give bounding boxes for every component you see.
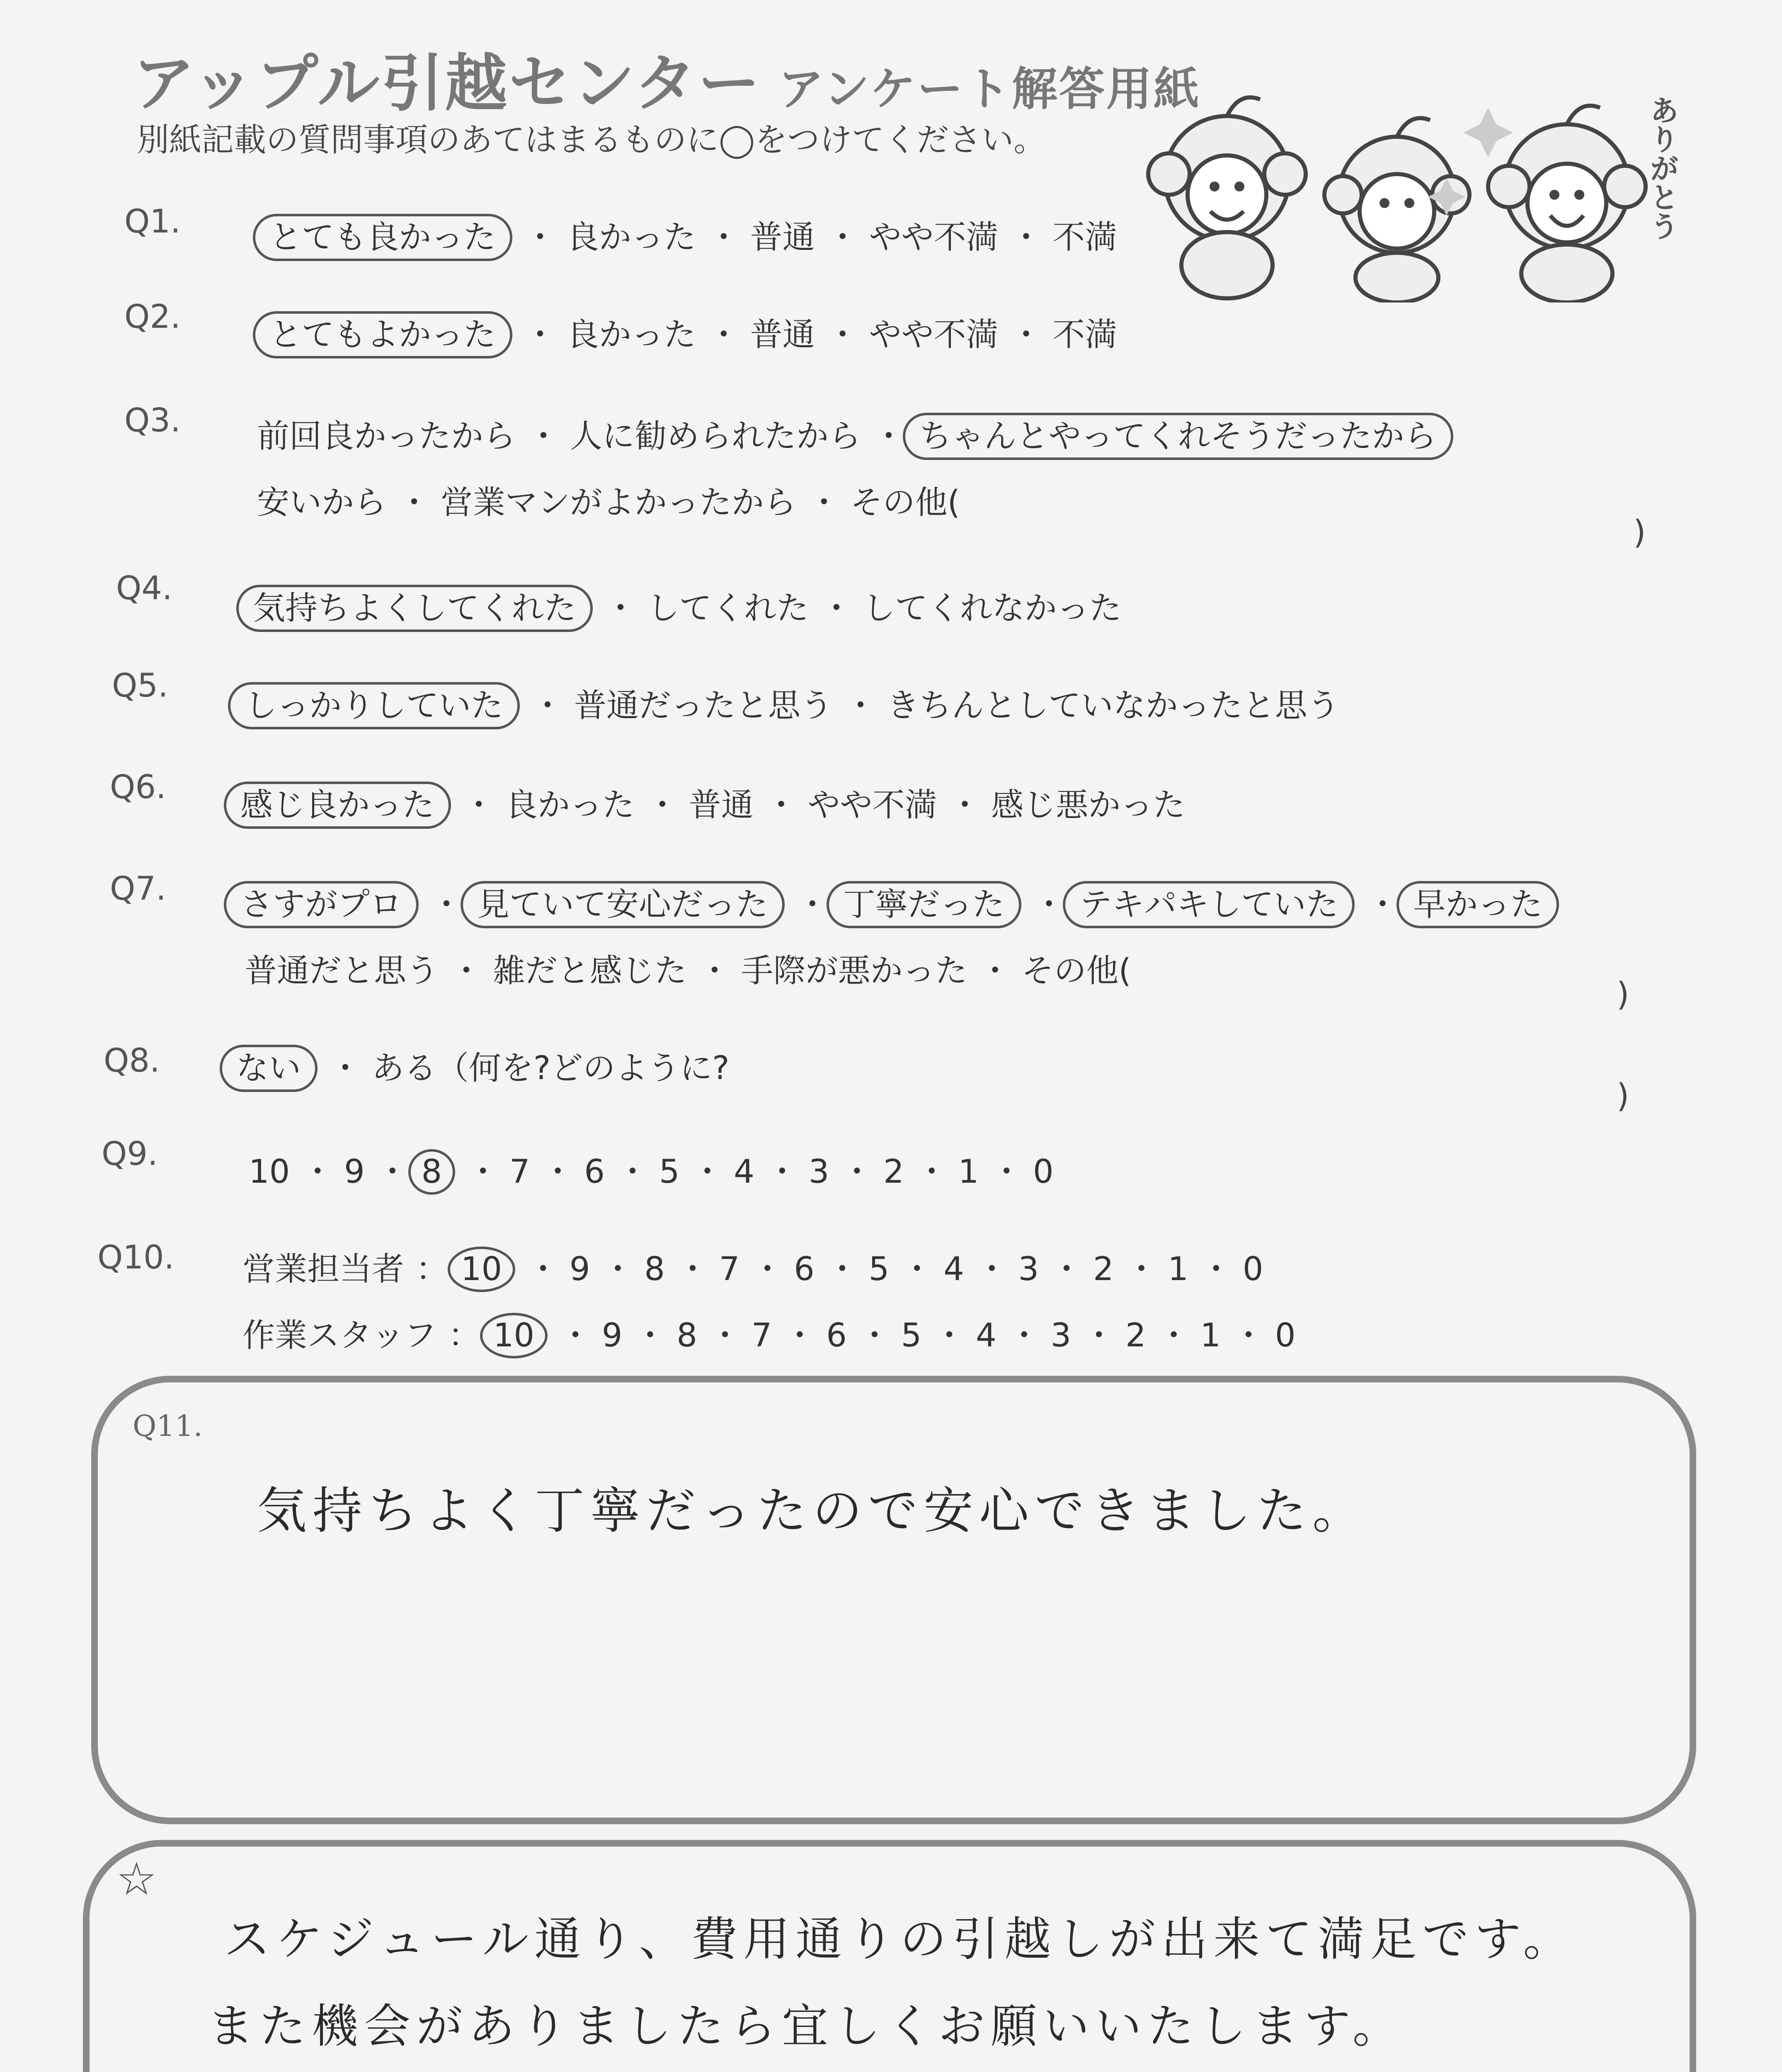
q3-other-close: ) [1633,514,1646,551]
q9-score-selected[interactable]: 8 [408,1149,456,1195]
q2-option[interactable]: やや不満 [869,316,999,353]
q10-sales-label: 営業担当者 [242,1251,405,1288]
q4-option[interactable]: してくれなかった [863,590,1122,627]
q3-option[interactable]: 前回良かったから [257,418,516,455]
q7-option-selected[interactable]: テキパキしていた [1063,881,1355,928]
q6-option[interactable]: 良かった [505,787,635,824]
q10-sales-score-selected[interactable]: 10 [448,1247,515,1292]
q1-label: Q1. [124,203,181,240]
q8-options: ない ・ ある（何を?どのように? [232,1042,741,1089]
q10-staff-score[interactable]: 3 [1050,1317,1072,1354]
q4-option[interactable]: してくれた [647,590,809,627]
q2-options: とてもよかった ・ 良かった ・ 普通 ・ やや不満 ・ 不満 [265,309,1129,355]
q6-option[interactable]: 感じ悪かった [991,787,1186,824]
q5-options: しっかりしていた ・ 普通だったと思う ・ きちんとしていなかったと思う [240,680,1351,726]
q4-label: Q4. [116,570,172,607]
q10-sales-score[interactable]: 4 [943,1251,964,1288]
q5-option[interactable]: きちんとしていなかったと思う [887,687,1340,724]
q10-staff-score[interactable]: 4 [976,1317,996,1354]
q1-option[interactable]: 普通 [750,219,815,256]
q7-label: Q7. [110,870,166,908]
q3-option-other[interactable]: その他( [850,484,960,521]
q6-label: Q6. [110,769,166,806]
q4-option-selected[interactable]: 気持ちよくしてくれた [236,585,593,632]
q10-staff-score[interactable]: 8 [676,1317,697,1354]
q8-option[interactable]: ある（何を?どのように? [371,1050,730,1087]
q3-label: Q3. [124,402,181,439]
q7-other-close: ) [1617,976,1629,1013]
q7-options-row2: 普通だと思う ・ 雑だと感じた ・ 手際が悪かった ・ その他( [245,952,1131,990]
q9-score[interactable]: 9 [344,1153,365,1191]
q3-options-row2: 安いから ・ 営業マンがよかったから ・ その他( [257,484,960,521]
q10-staff-score[interactable]: 5 [901,1317,922,1354]
monkey-mascots-illustration [1144,70,1700,303]
q7-option[interactable]: 普通だと思う [245,952,439,990]
q10-sales-score[interactable]: 5 [868,1251,890,1288]
q4-options: 気持ちよくしてくれた ・ してくれた ・ してくれなかった [249,582,1133,629]
q6-option[interactable]: やや不満 [807,787,937,824]
q3-options: 前回良かったから ・ 人に勧められたから ・ ちゃんとやってくれそうだったから [257,410,1465,457]
q3-option[interactable]: 人に勧められたから [570,418,861,455]
q9-score[interactable]: 0 [1033,1153,1054,1191]
mascot-caption: ありがとう [1645,95,1679,240]
q8-close: ) [1617,1077,1629,1115]
q5-option[interactable]: 普通だったと思う [574,687,833,724]
company-name: アップル引越センター [133,48,762,120]
q2-label: Q2. [124,298,181,336]
q2-option[interactable]: 良かった [566,316,696,353]
q9-score[interactable]: 4 [734,1153,754,1191]
q1-option[interactable]: 不満 [1052,219,1118,256]
q9-score[interactable]: 6 [584,1153,605,1191]
q9-score[interactable]: 1 [958,1153,979,1191]
q10-sales-score[interactable]: 2 [1093,1251,1114,1288]
q7-option-selected[interactable]: さすがプロ [224,881,419,928]
q10-staff-score[interactable]: 7 [751,1317,772,1354]
q7-option-selected[interactable]: 丁寧だった [827,881,1021,928]
q5-label: Q5. [112,667,168,704]
q10-staff-row: 作業スタッフ ： 10 ・ 9 ・ 8 ・ 7 ・ 6 ・ 5 ・ 4 ・ 3 ・ 2 ・ 1 ・ 0 [242,1310,1307,1356]
q10-sales-score[interactable]: 6 [794,1251,815,1288]
q3-option-selected[interactable]: ちゃんとやってくれそうだったから [903,413,1453,460]
q3-option[interactable]: 安いから [257,484,387,521]
q3-option[interactable]: 営業マンがよかったから [440,484,796,521]
instructions: 別紙記載の質問事項のあてはまるものに◯をつけてください。 [137,121,1046,159]
q7-options: さすがプロ ・ 見ていて安心だった ・ 丁寧だった ・ テキパキしていた ・ 早かった [236,879,1571,925]
q11-handwritten-answer: 気持ちよく丁寧だったので安心できました。 [257,1482,1368,1540]
q7-option-selected[interactable]: 見ていて安心だった [461,881,785,928]
q8-label: Q8. [104,1042,160,1080]
q7-option[interactable]: 手際が悪かった [741,952,967,990]
q10-sales-score[interactable]: 0 [1242,1251,1263,1288]
q9-score[interactable]: 2 [883,1153,904,1191]
q9-score[interactable]: 7 [509,1153,530,1191]
q1-option-selected[interactable]: とても良かった [253,214,512,261]
form-title [133,33,1201,123]
q11-answer-box[interactable] [91,1376,1696,1824]
q7-option-selected[interactable]: 早かった [1397,881,1559,928]
q7-option-other[interactable]: その他( [1021,952,1131,990]
q10-staff-label: 作業スタッフ [242,1317,437,1354]
q2-option[interactable]: 普通 [750,316,815,353]
q10-label: Q10. [97,1239,175,1276]
free-comment-line: また機会がありましたら宜しくお願いいたします。 [207,1999,1405,2053]
q1-options: とても良かった ・ 良かった ・ 普通 ・ やや不満 ・ 不満 [265,211,1129,258]
q9-label: Q9. [102,1135,158,1173]
q10-staff-score[interactable]: 9 [601,1317,623,1354]
q2-option[interactable]: 不満 [1052,316,1118,353]
q9-score[interactable]: 3 [808,1153,829,1191]
q10-staff-score-selected[interactable]: 10 [480,1313,548,1358]
q9-score[interactable]: 10 [249,1153,290,1191]
q11-label: Q11. [133,1409,203,1443]
q6-option[interactable]: 普通 [689,787,754,824]
q10-staff-score[interactable]: 6 [826,1317,847,1354]
q1-option[interactable]: やや不満 [869,219,999,256]
q10-sales-row: 営業担当者 ： 10 ・ 9 ・ 8 ・ 7 ・ 6 ・ 5 ・ 4 ・ 3 ・ 2 ・ 1 ・ 0 [242,1243,1275,1290]
q10-sales-score[interactable]: 7 [719,1251,740,1288]
star-icon: ☆ [116,1852,157,1905]
q1-option[interactable]: 良かった [566,219,696,256]
q6-options: 感じ良かった ・ 良かった ・ 普通 ・ やや不満 ・ 感じ悪かった [236,779,1197,825]
q10-sales-score[interactable]: 3 [1018,1251,1039,1288]
q8-option-selected[interactable]: ない [220,1045,318,1092]
q9-scale: 10 ・ 9 ・ 8 ・ 7 ・ 6 ・ 5 ・ 4 ・ 3 ・ 2 ・ 1 ・ 0 [249,1146,1065,1192]
q10-staff-score[interactable]: 2 [1125,1317,1146,1354]
q10-sales-score[interactable]: 1 [1168,1251,1189,1288]
q10-sales-score[interactable]: 8 [644,1251,665,1288]
q10-staff-score[interactable]: 1 [1200,1317,1221,1354]
q5-option-selected[interactable]: しっかりしていた [228,682,520,729]
q9-score[interactable]: 5 [659,1153,680,1191]
q6-option-selected[interactable]: 感じ良かった [224,782,451,829]
q7-option[interactable]: 雑だと感じた [492,952,687,990]
form-subtitle: アンケート解答用紙 [778,63,1201,116]
q2-option-selected[interactable]: とてもよかった [253,311,512,358]
free-comment-line: スケジュール通り、費用通りの引越しが出来て満足です。 [224,1912,1576,1966]
q10-staff-score[interactable]: 0 [1275,1317,1296,1354]
q10-sales-score[interactable]: 9 [569,1251,590,1288]
